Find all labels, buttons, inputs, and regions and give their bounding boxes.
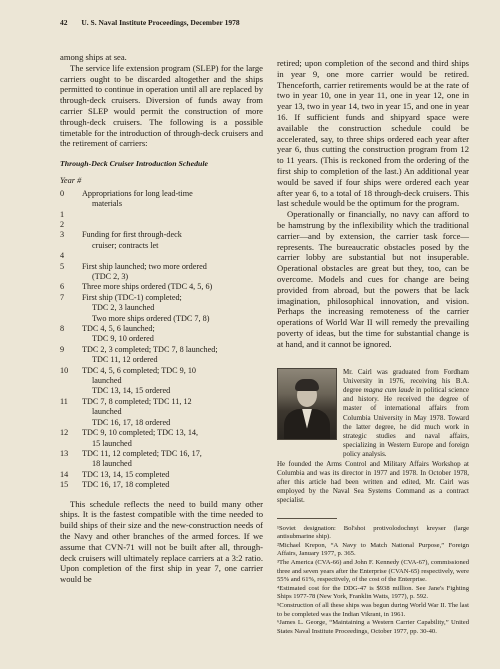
paragraph: among ships at sea. bbox=[60, 52, 127, 62]
schedule-row bbox=[60, 293, 263, 314]
schedule-year: 5 bbox=[60, 261, 65, 271]
schedule-description: Two more ships ordered (TDC 7, 8) bbox=[92, 313, 210, 323]
author-bio: Mr. Cairl was graduated from Fordham University in 1976, receiving his B.A. degree magna cum laude in political science and history. He received the degree of master of international affairs from Columbia University in May 1978. Toward the latter degree, he did much work in strategic studies and naval affairs, specializing in Western Europe and foreign policy analysis. bbox=[343, 367, 469, 459]
journal-title: U. S. Naval Institute Proceedings, December 1978 bbox=[81, 18, 240, 27]
schedule-row bbox=[60, 251, 263, 261]
schedule-description: TDC 7, 8 completed; TDC 11, 12 launched TDC 16, 17, 18 ordered bbox=[82, 396, 192, 427]
schedule-description: TDC 4, 5, 6 launched; TDC 9, 10 ordered bbox=[82, 324, 155, 344]
paragraph: The service life extension program (SLEP) for the large carriers ought to be discarded altogether and the ships permitted to continue in operation until all are replaced by through-deck cruisers. Diversion of funds away from carrier SLEP would permit the construction of more through-deck cruisers. The following is a possible timetable for the introduction of through-deck cruisers and the retirement of carriers: bbox=[60, 62, 263, 149]
footnote: ³The America (CVA-66) and John F. Kennedy (CVA-67), commissioned three and seven years after the Enterprise (CVAN-65) respectively, were 55% and 61%, respectively, of the cost of the Enterprise. bbox=[277, 558, 469, 584]
schedule-description: TDC 2, 3 completed; TDC 7, 8 launched; TDC 11, 12 ordered bbox=[82, 344, 218, 365]
page-number: 42 bbox=[60, 18, 68, 27]
schedule-row bbox=[60, 314, 263, 324]
schedule-description bbox=[78, 251, 263, 261]
schedule-row bbox=[60, 189, 263, 210]
footnote-divider bbox=[277, 518, 337, 519]
schedule-row bbox=[60, 480, 263, 490]
paragraph: Operationally or financially, no navy can afford to be hamstrung by the inflexibility which the traditional carrier—and by extension, the carrier task force—represents. The bureaucratic obstacles posed by the carrier lobby are substantial but not insuperable. Operational obstacles are great but they, too, can be overcome. Models and cues for change are being provided from abroad, but the powers that be lack imagination, philosophical innovation, and vision. Perhaps the increasing remoteness of the carrier operations of World War II will remedy the prevailing poverty of ideas, but the time for substantial change is at hand, and it cannot be ignored. bbox=[277, 209, 469, 349]
schedule-row bbox=[60, 470, 263, 480]
schedule-description: First ship (TDC-1) completed; TDC 2, 3 launched bbox=[82, 292, 182, 313]
schedule-year: 15 bbox=[60, 480, 69, 490]
schedule-description: TDC 9, 10 completed; TDC 13, 14, 15 launched bbox=[82, 428, 199, 448]
footnote: ⁶James L. George, “Maintaining a Western Carrier Capability,” United States Naval Institute Proceedings, October 1977, pp. 30-40. bbox=[277, 619, 469, 635]
schedule-year: 0 bbox=[60, 188, 65, 198]
schedule-year: 11 bbox=[60, 396, 68, 406]
author-photo bbox=[277, 368, 337, 440]
schedule-description: Funding for first through-deck cruiser; contracts let bbox=[82, 230, 182, 250]
schedule-row bbox=[60, 324, 263, 345]
schedule-description bbox=[78, 220, 263, 230]
schedule-year: 10 bbox=[60, 365, 69, 375]
footnote: ⁵Construction of all these ships was begun during World War II. The last to be completed was the Indian Vikrant, in 1961. bbox=[277, 601, 469, 618]
schedule-row bbox=[60, 230, 263, 251]
schedule-year: 2 bbox=[60, 219, 65, 229]
paragraph: retired; upon completion of the second and third ships in year 9, one more carrier would be retired. Thenceforth, carrier retirements would be at the rate of two in year 10, one in year 11, one in year 12, one in year 13, two in year 14, two in year 15, and one in year 16. If sufficient funds and shipyard space were available the construction schedule could be accelerated, say, to three ships ordered each year after year 6, thus cutting the construction program from 12 to 11 years. (This is reckoned from the ordering of the first ship to completion of the last.) An additional year would be saved if four ships were ordered each year after year 6, to a total of 18 through-deck cruisers. This last schedule would be the optimum for the program. bbox=[277, 58, 469, 209]
running-header bbox=[60, 18, 240, 27]
schedule-year: 6 bbox=[60, 282, 65, 292]
schedule-year: 8 bbox=[60, 324, 65, 334]
schedule-description: Appropriations for long lead-time materials bbox=[82, 188, 193, 209]
footnotes bbox=[277, 525, 469, 637]
author-bio-continued: He founded the Arms Control and Military Affairs Workshop at Columbia and was its director in 1977 and 1978. In October 1978, after this article had been written and edited, Mr. Cairl was employed by the Naval Sea Systems Command as a contract specialist. bbox=[277, 459, 469, 505]
schedule-row bbox=[60, 220, 263, 230]
schedule-row bbox=[60, 282, 263, 292]
schedule-description: TDC 4, 5, 6 completed; TDC 9, 10 launched TDC 13, 14, 15 ordered bbox=[82, 365, 197, 396]
schedule-description: TDC 16, 17, 18 completed bbox=[82, 480, 170, 490]
right-column bbox=[277, 58, 469, 636]
schedule-description bbox=[78, 210, 263, 220]
schedule-title: Through-Deck Cruiser Introduction Schedule bbox=[60, 159, 208, 169]
schedule-year: 4 bbox=[60, 251, 65, 261]
schedule-year: 14 bbox=[60, 469, 69, 479]
schedule-row bbox=[60, 345, 263, 366]
footnote: ²Michael Krepon, “A Navy to Match National Purpose,” Foreign Affairs, January 1977, p. 365. bbox=[277, 541, 469, 558]
schedule-year: 9 bbox=[60, 344, 65, 354]
schedule-table bbox=[60, 189, 263, 491]
footnote: ⁴Estimated cost for the DDG-47 is $938 million. See Jane's Fighting Ships 1977-78 (New York, Franklin Watts, 1977), p. 592. bbox=[277, 584, 469, 601]
schedule-row bbox=[60, 428, 263, 449]
schedule-year: 1 bbox=[60, 209, 65, 219]
schedule-description: First ship launched; two more ordered (TDC 2, 3) bbox=[82, 261, 207, 282]
left-column bbox=[60, 52, 263, 585]
schedule-description: Three more ships ordered (TDC 4, 5, 6) bbox=[82, 282, 213, 292]
paragraph: This schedule reflects the need to build many other ships. It is the fastest compatible with the time needed to build ships of their size and the new-construction needs of the Navy and other branches of the armed forces. If we assume that CVN-71 will not be built after all, through-deck cruisers will ultimately replace carriers at a 3:2 ratio. Upon completion of the first ship in year 7, one carrier would be bbox=[60, 498, 263, 585]
schedule-year: 3 bbox=[60, 230, 65, 240]
schedule-year bbox=[60, 314, 78, 324]
schedule-column-header: Year # bbox=[60, 175, 82, 185]
schedule-description: TDC 11, 12 completed; TDC 16, 17, 18 launched bbox=[82, 448, 202, 469]
schedule-row bbox=[60, 210, 263, 220]
schedule-row bbox=[60, 366, 263, 397]
schedule-description: TDC 13, 14, 15 completed bbox=[82, 469, 170, 479]
schedule-row bbox=[60, 262, 263, 283]
schedule-year: 7 bbox=[60, 292, 65, 302]
schedule-year: 13 bbox=[60, 448, 69, 458]
schedule-year: 12 bbox=[60, 428, 69, 438]
footnote: ¹Soviet designation: Bol'shoi protivolodochnyi kreyser (large antisubmarine ship). bbox=[277, 524, 469, 541]
schedule-row bbox=[60, 397, 263, 428]
schedule-row bbox=[60, 449, 263, 470]
author-box bbox=[277, 368, 469, 460]
